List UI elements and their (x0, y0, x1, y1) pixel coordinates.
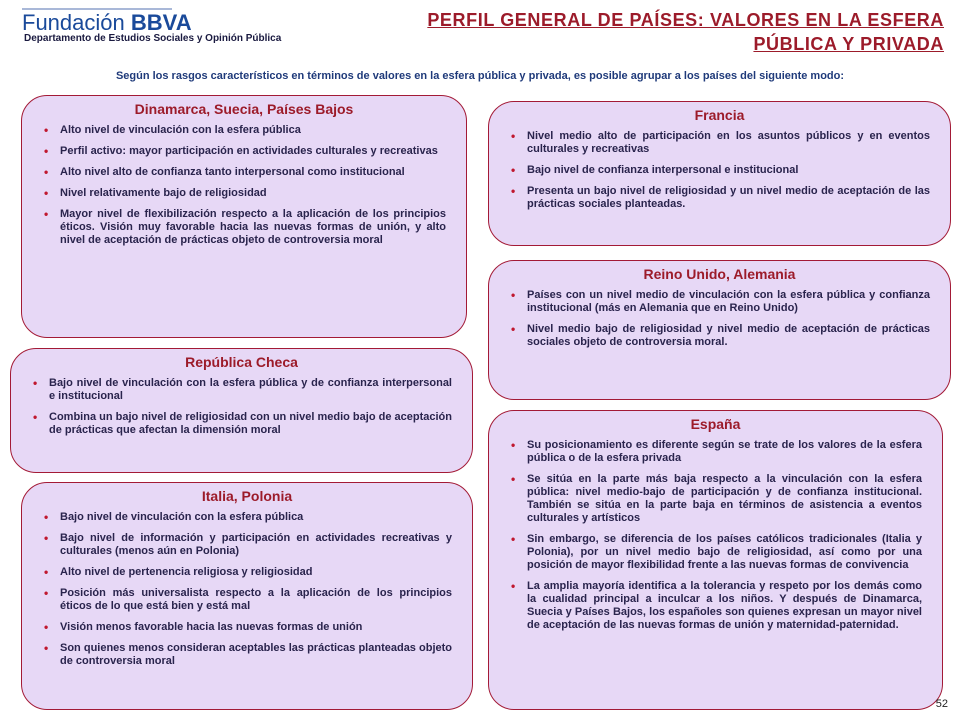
list-item: • Son quienes menos consideran aceptables las prácticas planteadas objeto de controversia moral (42, 642, 452, 668)
list-item: • Se sitúa en la parte más baja respecto a la vinculación con la esfera pública: nivel medio-bajo de participación y de confianza institucional. También se sitúa en la parte baja en términos de asistencia a eventos culturales y artísticos (509, 473, 922, 525)
list-item: • Presenta un bajo nivel de religiosidad y un nivel medio de aceptación de las prácticas sociales planteadas. (509, 185, 930, 211)
page-number: 52 (935, 698, 948, 710)
list-item: • Alto nivel de pertenencia religiosa y religiosidad (42, 566, 452, 579)
list-item: • Perfil activo: mayor participación en actividades culturales y recreativas (42, 145, 446, 158)
box-espana (488, 410, 943, 710)
list-item: • Visión menos favorable hacia las nuevas formas de unión (42, 621, 452, 634)
list-item: • Nivel medio bajo de religiosidad y nivel medio de aceptación de prácticas sociales objeto de controversia moral. (509, 323, 930, 349)
bullet-list (509, 130, 930, 211)
bullet-list (42, 124, 446, 247)
bullet-list (42, 511, 452, 668)
box-title: Reino Unido, Alemania (643, 266, 796, 282)
list-item: • Bajo nivel de vinculación con la esfera pública (42, 511, 452, 524)
box-title: República Checa (185, 354, 298, 370)
list-item: • Su posicionamiento es diferente según se trate de los valores de la esfera pública o de la esfera privada (509, 439, 922, 465)
box-italia-polonia (21, 482, 473, 710)
list-item: • Países con un nivel medio de vinculación con la esfera pública y confianza institucional (más en Alemania que en Reino Unido) (509, 289, 930, 315)
box-title: Dinamarca, Suecia, Países Bajos (134, 101, 354, 117)
box-republica-checa (10, 348, 473, 473)
logo-word-fundacion: Fundación (22, 10, 125, 35)
list-item: • La amplia mayoría identifica a la tolerancia y respeto por los demás como la cualidad principal a inculcar a los niños. Y después de Dinamarca, Suecia y Países Bajos, los españoles son quienes expresan un mayor nivel de aceptación de las nuevas formas de unión y maternidad-paternidad. (509, 580, 922, 632)
box-title: España (690, 416, 741, 432)
list-item: • Combina un bajo nivel de religiosidad con un nivel medio bajo de aceptación de prácticas que afectan la dimensión moral (31, 411, 452, 437)
logo-word-bbva: BBVA (130, 10, 192, 35)
bullet-list (31, 377, 452, 437)
list-item: • Posición más universalista respecto a la aplicación de los principios éticos de lo que está bien y está mal (42, 587, 452, 613)
list-item: • Bajo nivel de vinculación con la esfera pública y de confianza interpersonal e institucional (31, 377, 452, 403)
intro-text: Según los rasgos característicos en términos de valores en la esfera pública y privada, es posible agrupar a los países del siguiente modo: (115, 70, 845, 82)
department-label: Departamento de Estudios Sociales y Opinión Pública (24, 33, 282, 44)
logo-text (22, 11, 192, 35)
list-item: • Nivel relativamente bajo de religiosidad (42, 187, 446, 200)
list-item: • Bajo nivel de confianza interpersonal e institucional (509, 164, 930, 177)
slide-title: PERFIL GENERAL DE PAÍSES: VALORES EN LA ESFERA PÚBLICA Y PRIVADA (427, 10, 944, 54)
box-nordic-countries (21, 95, 467, 338)
bullet-list (509, 439, 922, 632)
list-item: • Alto nivel alto de confianza tanto interpersonal como institucional (42, 166, 446, 179)
list-item: • Sin embargo, se diferencia de los países católicos tradicionales (Italia y Polonia), por un nivel medio bajo de religiosidad, así como por una posición de mayor flexibilidad frente a las nuevas formas de convivencia (509, 533, 922, 572)
list-item: • Mayor nivel de flexibilización respecto a la aplicación de los principios éticos. Visión muy favorable hacia las nuevas formas de unión, y alto nivel de aceptación de prácticas objeto de controversia moral (42, 208, 446, 247)
list-item: • Nivel medio alto de participación en los asuntos públicos y en eventos culturales y recreativas (509, 130, 930, 156)
bullet-list (509, 289, 930, 349)
box-reino-unido-alemania (488, 260, 951, 400)
list-item: • Alto nivel de vinculación con la esfera pública (42, 124, 446, 137)
box-francia (488, 101, 951, 246)
list-item: • Bajo nivel de información y participación en actividades recreativas y culturales (menos aún en Polonia) (42, 532, 452, 558)
box-title: Italia, Polonia (201, 488, 293, 504)
box-title: Francia (694, 107, 745, 123)
fundacion-bbva-logo (22, 8, 192, 35)
